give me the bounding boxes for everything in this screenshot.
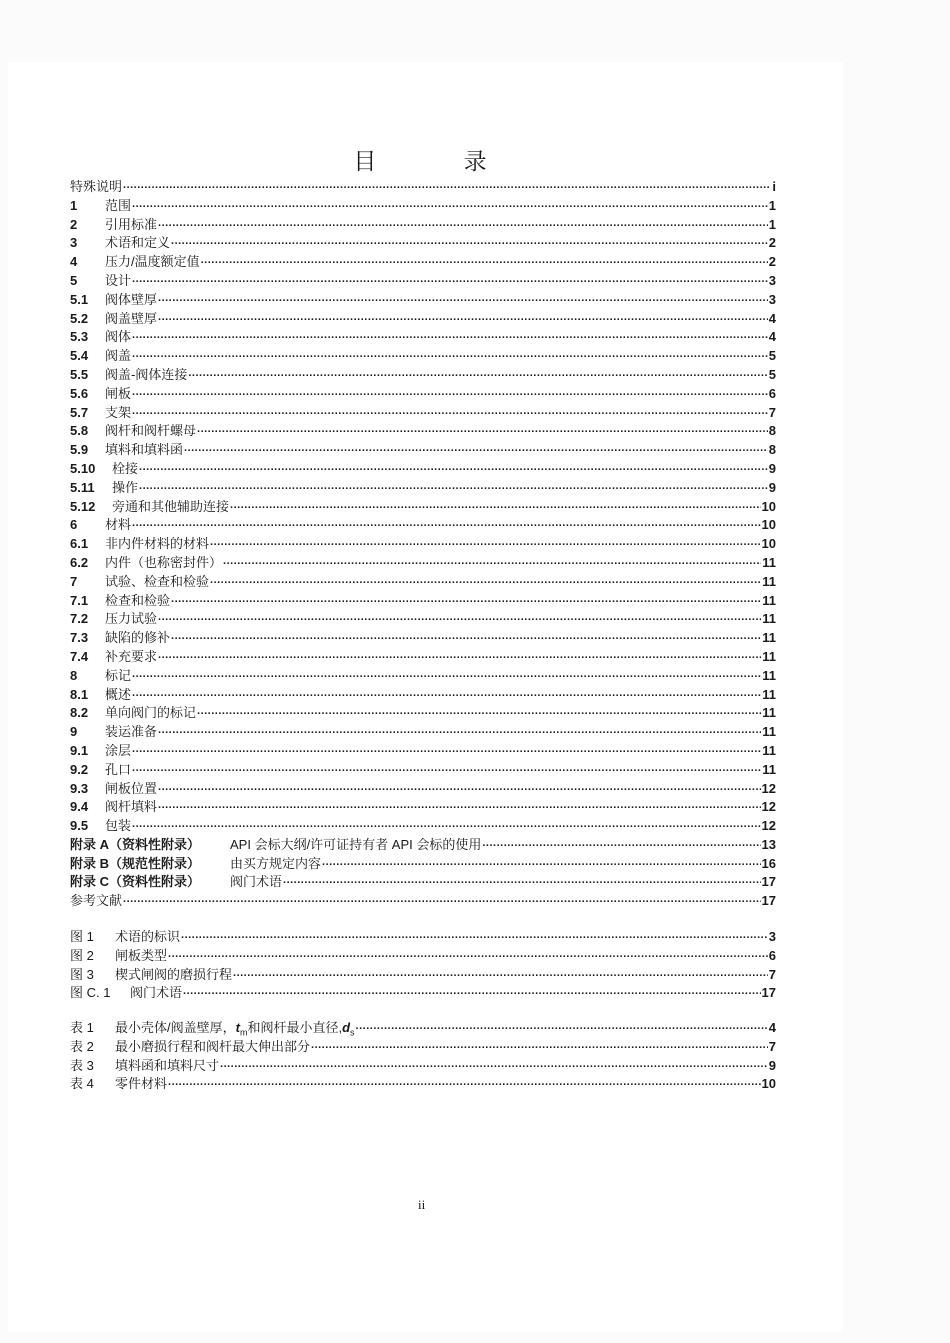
entry-number: 9 [70,724,78,740]
toc-entry[interactable] [70,571,776,590]
toc-entry[interactable] [70,1017,776,1036]
toc-entry[interactable] [70,1036,776,1055]
entry-title: 阀门术语 [130,985,183,1001]
leader-dots [230,497,761,511]
entry-number: 2 [70,216,78,232]
entry-title: 旁通和其他辅助连接 [112,498,230,514]
entry-number: 9.5 [70,818,89,834]
leader-dots [356,1018,768,1032]
entry-number: 附录 B（规范性附录） [70,855,201,871]
toc-entry[interactable] [70,270,776,289]
entry-title: 阀门术语 [230,874,283,890]
entry-page: 4 [768,310,776,326]
entry-title: 零件材料 [115,1076,168,1092]
toc-entry[interactable] [70,853,776,872]
entry-title: 检查和检验 [105,592,171,608]
leader-dots [322,854,761,868]
toc-entry[interactable] [70,721,776,740]
entry-title: 填料函和填料尺寸 [115,1057,220,1073]
entry-title: 内件（也称密封件） [105,554,223,570]
entry-page: 7 [768,1038,776,1054]
toc-entry[interactable] [70,702,776,721]
entry-title: 闸板类型 [115,947,168,963]
entry-number: 表 1 [70,1020,94,1035]
entry-page: 11 [762,592,776,608]
entry-page: 2 [768,235,776,251]
entry-title: API 会标大纲/许可证持有者 API 会标的使用 [230,836,482,852]
entry-number: 5.3 [70,329,89,345]
entry-number: 表 3 [70,1057,94,1073]
toc-entry[interactable] [70,364,776,383]
entry-number: 7.1 [70,592,89,608]
leader-dots [132,384,768,398]
entry-page: 11 [762,742,776,758]
entry-page: 3 [768,272,776,288]
toc-entry[interactable] [70,458,776,477]
leader-dots [201,252,768,266]
entry-title: 由买方规定内容 [230,855,322,871]
entry-title: 包装 [105,818,132,834]
toc-entry[interactable] [70,815,776,834]
page-number: ii [418,1197,426,1212]
entry-number: 图 3 [70,966,94,982]
toc-tables [70,1017,776,1092]
toc-entry[interactable] [70,945,776,964]
leader-dots [123,891,761,905]
entry-title: 阀杆填料 [105,799,158,815]
toc-entry[interactable] [70,740,776,759]
leader-dots [171,591,761,605]
toc-entry[interactable] [70,326,776,345]
entry-page: 2 [768,254,776,270]
entry-title: 闸板 [105,385,132,401]
leader-dots [132,741,761,755]
entry-page: 4 [768,1020,776,1035]
leader-dots [158,609,761,623]
toc-entry[interactable] [70,1055,776,1074]
toc-entry[interactable] [70,871,776,890]
toc-entry[interactable] [70,402,776,421]
entry-page: 17 [761,874,776,890]
leader-dots [171,233,768,247]
entry-title: 涂层 [105,742,132,758]
entry-title: 特殊说明 [70,179,123,194]
leader-dots [132,760,761,774]
entry-title: 压力/温度额定值 [105,254,200,270]
entry-number: 图 2 [70,947,94,963]
leader-dots [123,177,771,191]
entry-title: 楔式闸阀的磨损行程 [115,966,233,982]
entry-title: 操作 [112,479,139,495]
entry-page: 5 [768,366,776,382]
leader-dots [132,346,768,360]
toc-entry[interactable] [70,684,776,703]
entry-page: 16 [761,855,776,871]
toc-entry[interactable] [70,496,776,515]
entry-number: 9.2 [70,761,89,777]
entry-page: 9 [768,460,776,476]
entry-page: i [772,179,776,194]
leader-dots [311,1037,768,1051]
entry-page: 12 [761,799,776,815]
entry-page: 12 [761,818,776,834]
entry-number: 9.3 [70,780,89,796]
leader-dots [132,196,768,210]
entry-number: 8.2 [70,705,89,721]
entry-number: 6.2 [70,554,89,570]
leader-dots [158,309,768,323]
leader-dots [482,835,760,849]
leader-dots [158,797,761,811]
entry-title: 最小磨损行程和阀杆最大伸出部分 [115,1038,311,1054]
leader-dots [158,779,761,793]
leader-dots [132,271,768,285]
entry-title: 阀盖 [105,348,132,364]
toc-entry[interactable] [70,345,776,364]
toc-entry[interactable] [70,608,776,627]
toc-figures [70,926,776,1001]
entry-number: 附录 A（资料性附录） [70,836,201,852]
leader-dots [168,946,768,960]
entry-title: 引用标准 [105,216,158,232]
entry-number: 7.3 [70,630,89,646]
toc-entry[interactable] [70,665,776,684]
entry-number: 5.2 [70,310,89,326]
entry-page: 8 [768,442,776,458]
entry-page: 11 [762,611,776,627]
entry-title: 栓接 [112,460,139,476]
entry-title-mid: 和阀杆最小直径, [247,1020,343,1035]
toc-entry[interactable] [70,590,776,609]
entry-number: 5.10 [70,460,96,476]
entry-number: 5.1 [70,291,89,307]
entry-page: 10 [761,498,776,514]
leader-dots [139,478,768,492]
entry-page: 11 [762,705,776,721]
entry-page: 10 [761,1076,776,1092]
leader-dots [233,965,768,979]
entry-page: 13 [761,836,776,852]
toc-entry[interactable] [70,308,776,327]
leader-dots [158,290,768,304]
entry-page: 1 [768,197,776,213]
entry-title: 阀盖-阀体连接 [105,366,188,382]
toc-entry[interactable] [70,477,776,496]
leader-dots [210,572,761,586]
leader-dots [197,421,768,435]
entry-number: 5.4 [70,348,89,364]
entry-page: 10 [761,517,776,533]
toc-entry[interactable] [70,176,776,195]
entry-number: 5.7 [70,404,89,420]
entry-page: 10 [761,536,776,552]
leader-dots [132,327,768,341]
leader-dots [197,703,761,717]
leader-dots [132,515,761,529]
leader-dots [283,872,761,886]
entry-number: 表 2 [70,1038,94,1054]
entry-page: 11 [762,573,776,589]
toc-entry[interactable] [70,420,776,439]
entry-page: 8 [768,423,776,439]
entry-title: 试验、检查和检验 [105,573,210,589]
entry-number: 5.8 [70,423,89,439]
entry-number: 5 [70,272,78,288]
leader-dots [132,685,761,699]
entry-title: 阀盖壁厚 [105,310,158,326]
leader-dots [168,1074,761,1088]
entry-number: 8.1 [70,686,89,702]
entry-number: 5.6 [70,385,89,401]
entry-title: 孔口 [105,761,132,777]
leader-dots [184,440,768,454]
toc-entry[interactable] [70,214,776,233]
entry-number: 3 [70,235,78,251]
entry-number: 7 [70,573,78,589]
entry-number: 4 [70,254,78,270]
entry-title: 术语的标识 [115,929,181,944]
entry-page: 11 [762,648,776,664]
entry-number: 8 [70,667,78,683]
entry-title: 标记 [105,667,132,683]
leader-dots [223,553,761,567]
entry-title: 支架 [105,404,132,420]
entry-title: 压力试验 [105,611,158,627]
entry-title: 装运准备 [105,724,158,740]
toc-entry[interactable] [70,778,776,797]
entry-title: 术语和定义 [105,235,171,251]
entry-page: 4 [768,329,776,345]
symbol-t-subscript: m [239,1027,248,1038]
entry-title: 阀杆和阀杆螺母 [105,423,197,439]
entry-number: 5.9 [70,442,89,458]
entry-number: 表 4 [70,1076,94,1092]
entry-number: 5.12 [70,498,96,514]
entry-title: 材料 [105,517,132,533]
toc-entry[interactable] [70,834,776,853]
leader-dots [210,534,761,548]
entry-page: 11 [762,667,776,683]
entry-page: 17 [761,985,776,1001]
entry-page: 6 [768,947,776,963]
toc-entry[interactable] [70,514,776,533]
toc-entry[interactable] [70,796,776,815]
entry-number: 图 1 [70,929,94,944]
leader-dots [132,816,761,830]
leader-dots [183,983,761,997]
leader-dots [188,365,767,379]
toc-entry[interactable] [70,926,776,945]
entry-number: 6 [70,517,78,533]
toc-sections [70,176,776,909]
entry-page: 1 [768,216,776,232]
entry-number: 图 C. 1 [70,985,111,1001]
toc-entry[interactable] [70,964,776,983]
entry-title: 缺陷的修补 [105,630,171,646]
toc-entry[interactable] [70,759,776,778]
entry-number: 5.5 [70,366,89,382]
leader-dots [139,459,768,473]
entry-number: 5.11 [70,479,95,495]
toc-entry[interactable] [70,195,776,214]
toc-entry[interactable] [70,982,776,1001]
symbol-d-subscript: s [350,1027,355,1038]
entry-number: 6.1 [70,536,89,552]
entry-title: 范围 [105,197,132,213]
leader-dots [220,1056,768,1070]
entry-title: 填料和填料函 [105,442,184,458]
entry-page: 11 [762,686,776,702]
leader-dots [181,927,768,941]
entry-number: 7.2 [70,611,89,627]
leader-dots [158,722,761,736]
toc-entry[interactable] [70,439,776,458]
entry-title: 参考文献 [70,893,123,909]
symbol-t: t [235,1020,240,1035]
entry-title: 阀体 [105,329,132,345]
page-title: 目 录 [353,149,527,175]
toc-entry[interactable] [70,289,776,308]
entry-page: 9 [768,479,776,495]
toc-entry[interactable] [70,552,776,571]
toc-entry[interactable] [70,646,776,665]
entry-page: 9 [768,1057,776,1073]
toc-entry[interactable] [70,251,776,270]
entry-page: 7 [768,966,776,982]
toc-entry[interactable] [70,383,776,402]
entry-page: 3 [768,929,776,944]
entry-page: 6 [768,385,776,401]
entry-title: 概述 [105,686,132,702]
entry-page: 3 [768,291,776,307]
entry-title: 补充要求 [105,648,158,664]
entry-page: 12 [761,780,776,796]
entry-page: 5 [768,348,776,364]
leader-dots [132,403,768,417]
entry-title: 最小壳体/阀盖壁厚， [115,1020,236,1035]
toc-entry[interactable] [70,627,776,646]
entry-title: 单向阀门的标记 [105,705,197,721]
entry-page: 11 [762,761,776,777]
leader-dots [158,647,761,661]
entry-page: 17 [761,893,776,909]
entry-page: 7 [768,404,776,420]
toc-entry[interactable] [70,533,776,552]
entry-title: 闸板位置 [105,780,158,796]
entry-number: 7.4 [70,648,89,664]
entry-title: 设计 [105,272,132,288]
leader-dots [132,666,761,680]
leader-dots [171,628,761,642]
entry-page: 11 [762,554,776,570]
entry-number: 附录 C（资料性附录） [70,874,201,890]
leader-dots [158,215,768,229]
symbol-d: d [342,1020,351,1035]
entry-title-math [236,1017,355,1038]
entry-page: 11 [762,630,776,646]
entry-number: 1 [70,197,78,213]
toc-entry[interactable] [70,232,776,251]
entry-number: 9.4 [70,799,89,815]
entry-page: 11 [762,724,776,740]
entry-number: 9.1 [70,742,89,758]
entry-title: 非内件材料的材料 [105,536,210,552]
entry-title: 阀体壁厚 [105,291,158,307]
toc-entry[interactable] [70,1073,776,1092]
toc-entry[interactable] [70,890,776,909]
